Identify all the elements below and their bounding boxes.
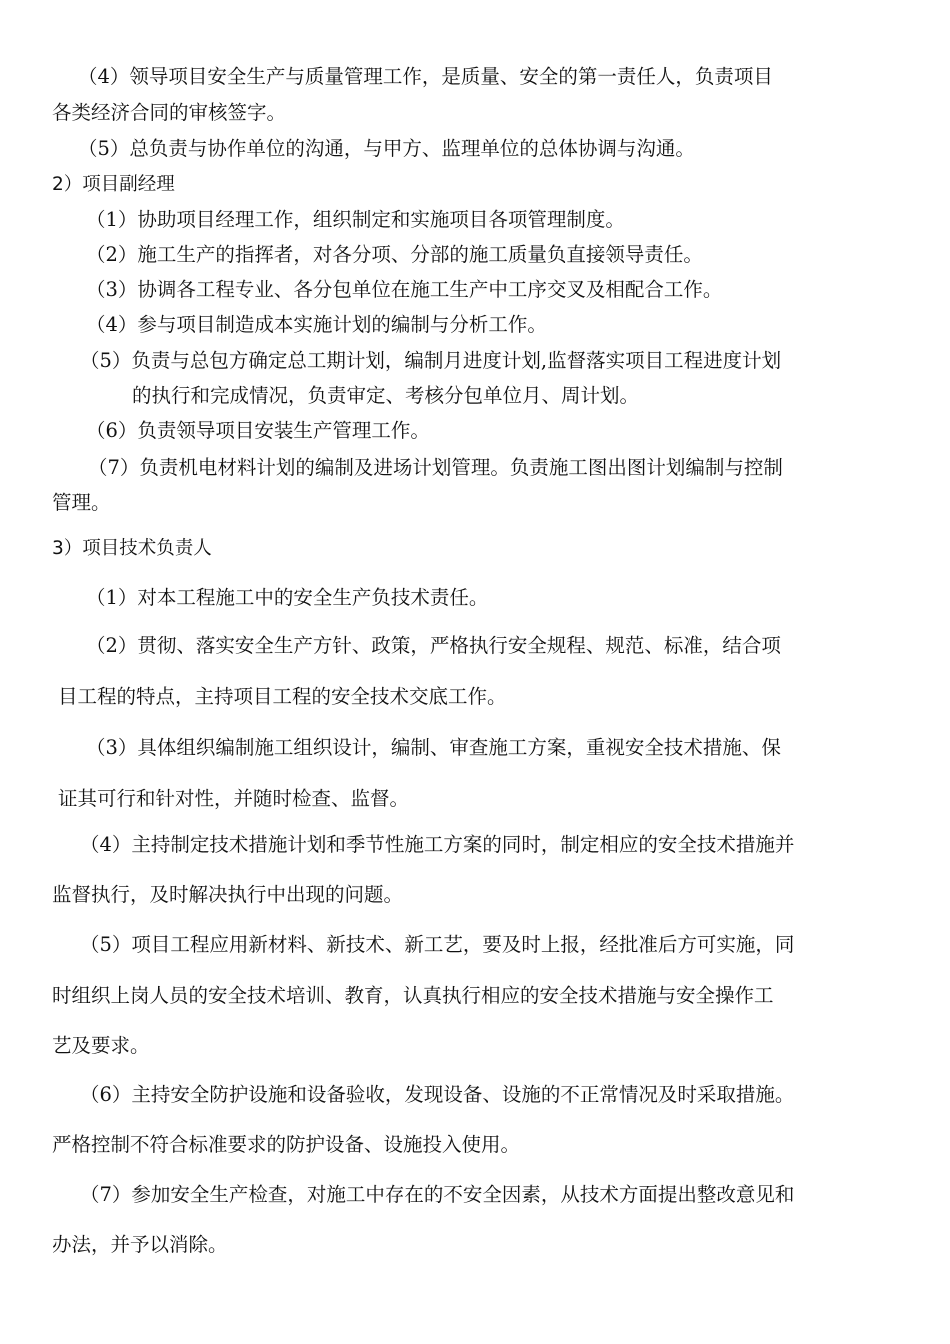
s3-item5-line3: 艺及要求。	[52, 1034, 150, 1057]
s3-item3-line2: 证其可行和针对性，并随时检查、监督。	[58, 787, 410, 810]
s2-item2: （2）施工生产的指挥者，对各分项、分部的施工质量负直接领导责任。	[86, 243, 703, 266]
s1-item4-line2: 各类经济合同的审核签字。	[52, 101, 287, 124]
s3-item6-line1: （6）主持安全防护设施和设备验收，发现设备、设施的不正常情况及时采取措施。	[80, 1083, 795, 1106]
s2-item5-line1: （5）负责与总包方确定总工期计划，编制月进度计划,监督落实项目工程进度计划	[80, 349, 782, 372]
s2-item1: （1）协助项目经理工作，组织制定和实施项目各项管理制度。	[86, 208, 625, 231]
s3-item7-line1: （7）参加安全生产检查，对施工中存在的不安全因素，从技术方面提出整改意见和	[80, 1183, 795, 1206]
s3-item7-line2: 办法，并予以消除。	[52, 1233, 228, 1256]
s3-item1: （1）对本工程施工中的安全生产负技术责任。	[86, 586, 489, 609]
s1-item4-line1: （4）领导项目安全生产与质量管理工作，是质量、安全的第一责任人，负责项目	[78, 65, 773, 88]
section3-heading: 3）项目技术负责人	[52, 538, 212, 559]
s3-item6-line2: 严格控制不符合标准要求的防护设备、设施投入使用。	[52, 1133, 521, 1156]
s3-item5-line1: （5）项目工程应用新材料、新技术、新工艺，要及时上报，经批准后方可实施，同	[80, 933, 795, 956]
s3-item2-line1: （2）贯彻、落实安全生产方针、政策，严格执行安全规程、规范、标准，结合项	[86, 634, 781, 657]
s3-item4-line1: （4）主持制定技术措施计划和季节性施工方案的同时，制定相应的安全技术措施并	[80, 833, 795, 856]
s2-item7-line2: 管理。	[52, 491, 111, 514]
s2-item3: （3）协调各工程专业、各分包单位在施工生产中工序交叉及相配合工作。	[86, 278, 723, 301]
s2-item5-line2: 的执行和完成情况，负责审定、考核分包单位月、周计划。	[132, 384, 640, 407]
section2-heading: 2）项目副经理	[52, 174, 175, 195]
s3-item2-line2: 目工程的特点，主持项目工程的安全技术交底工作。	[58, 685, 507, 708]
s3-item5-line2: 时组织上岗人员的安全技术培训、教育，认真执行相应的安全技术措施与安全操作工	[52, 984, 774, 1007]
s2-item6: （6）负责领导项目安装生产管理工作。	[86, 419, 430, 442]
s2-item7-line1: （7）负责机电材料计划的编制及进场计划管理。负责施工图出图计划编制与控制	[88, 456, 783, 479]
s1-item5: （5）总负责与协作单位的沟通，与甲方、监理单位的总体协调与沟通。	[78, 137, 695, 160]
s2-item4: （4）参与项目制造成本实施计划的编制与分析工作。	[86, 313, 547, 336]
s3-item4-line2: 监督执行，及时解决执行中出现的问题。	[52, 883, 404, 906]
s3-item3-line1: （3）具体组织编制施工组织设计，编制、审查施工方案，重视安全技术措施、保	[86, 736, 781, 759]
